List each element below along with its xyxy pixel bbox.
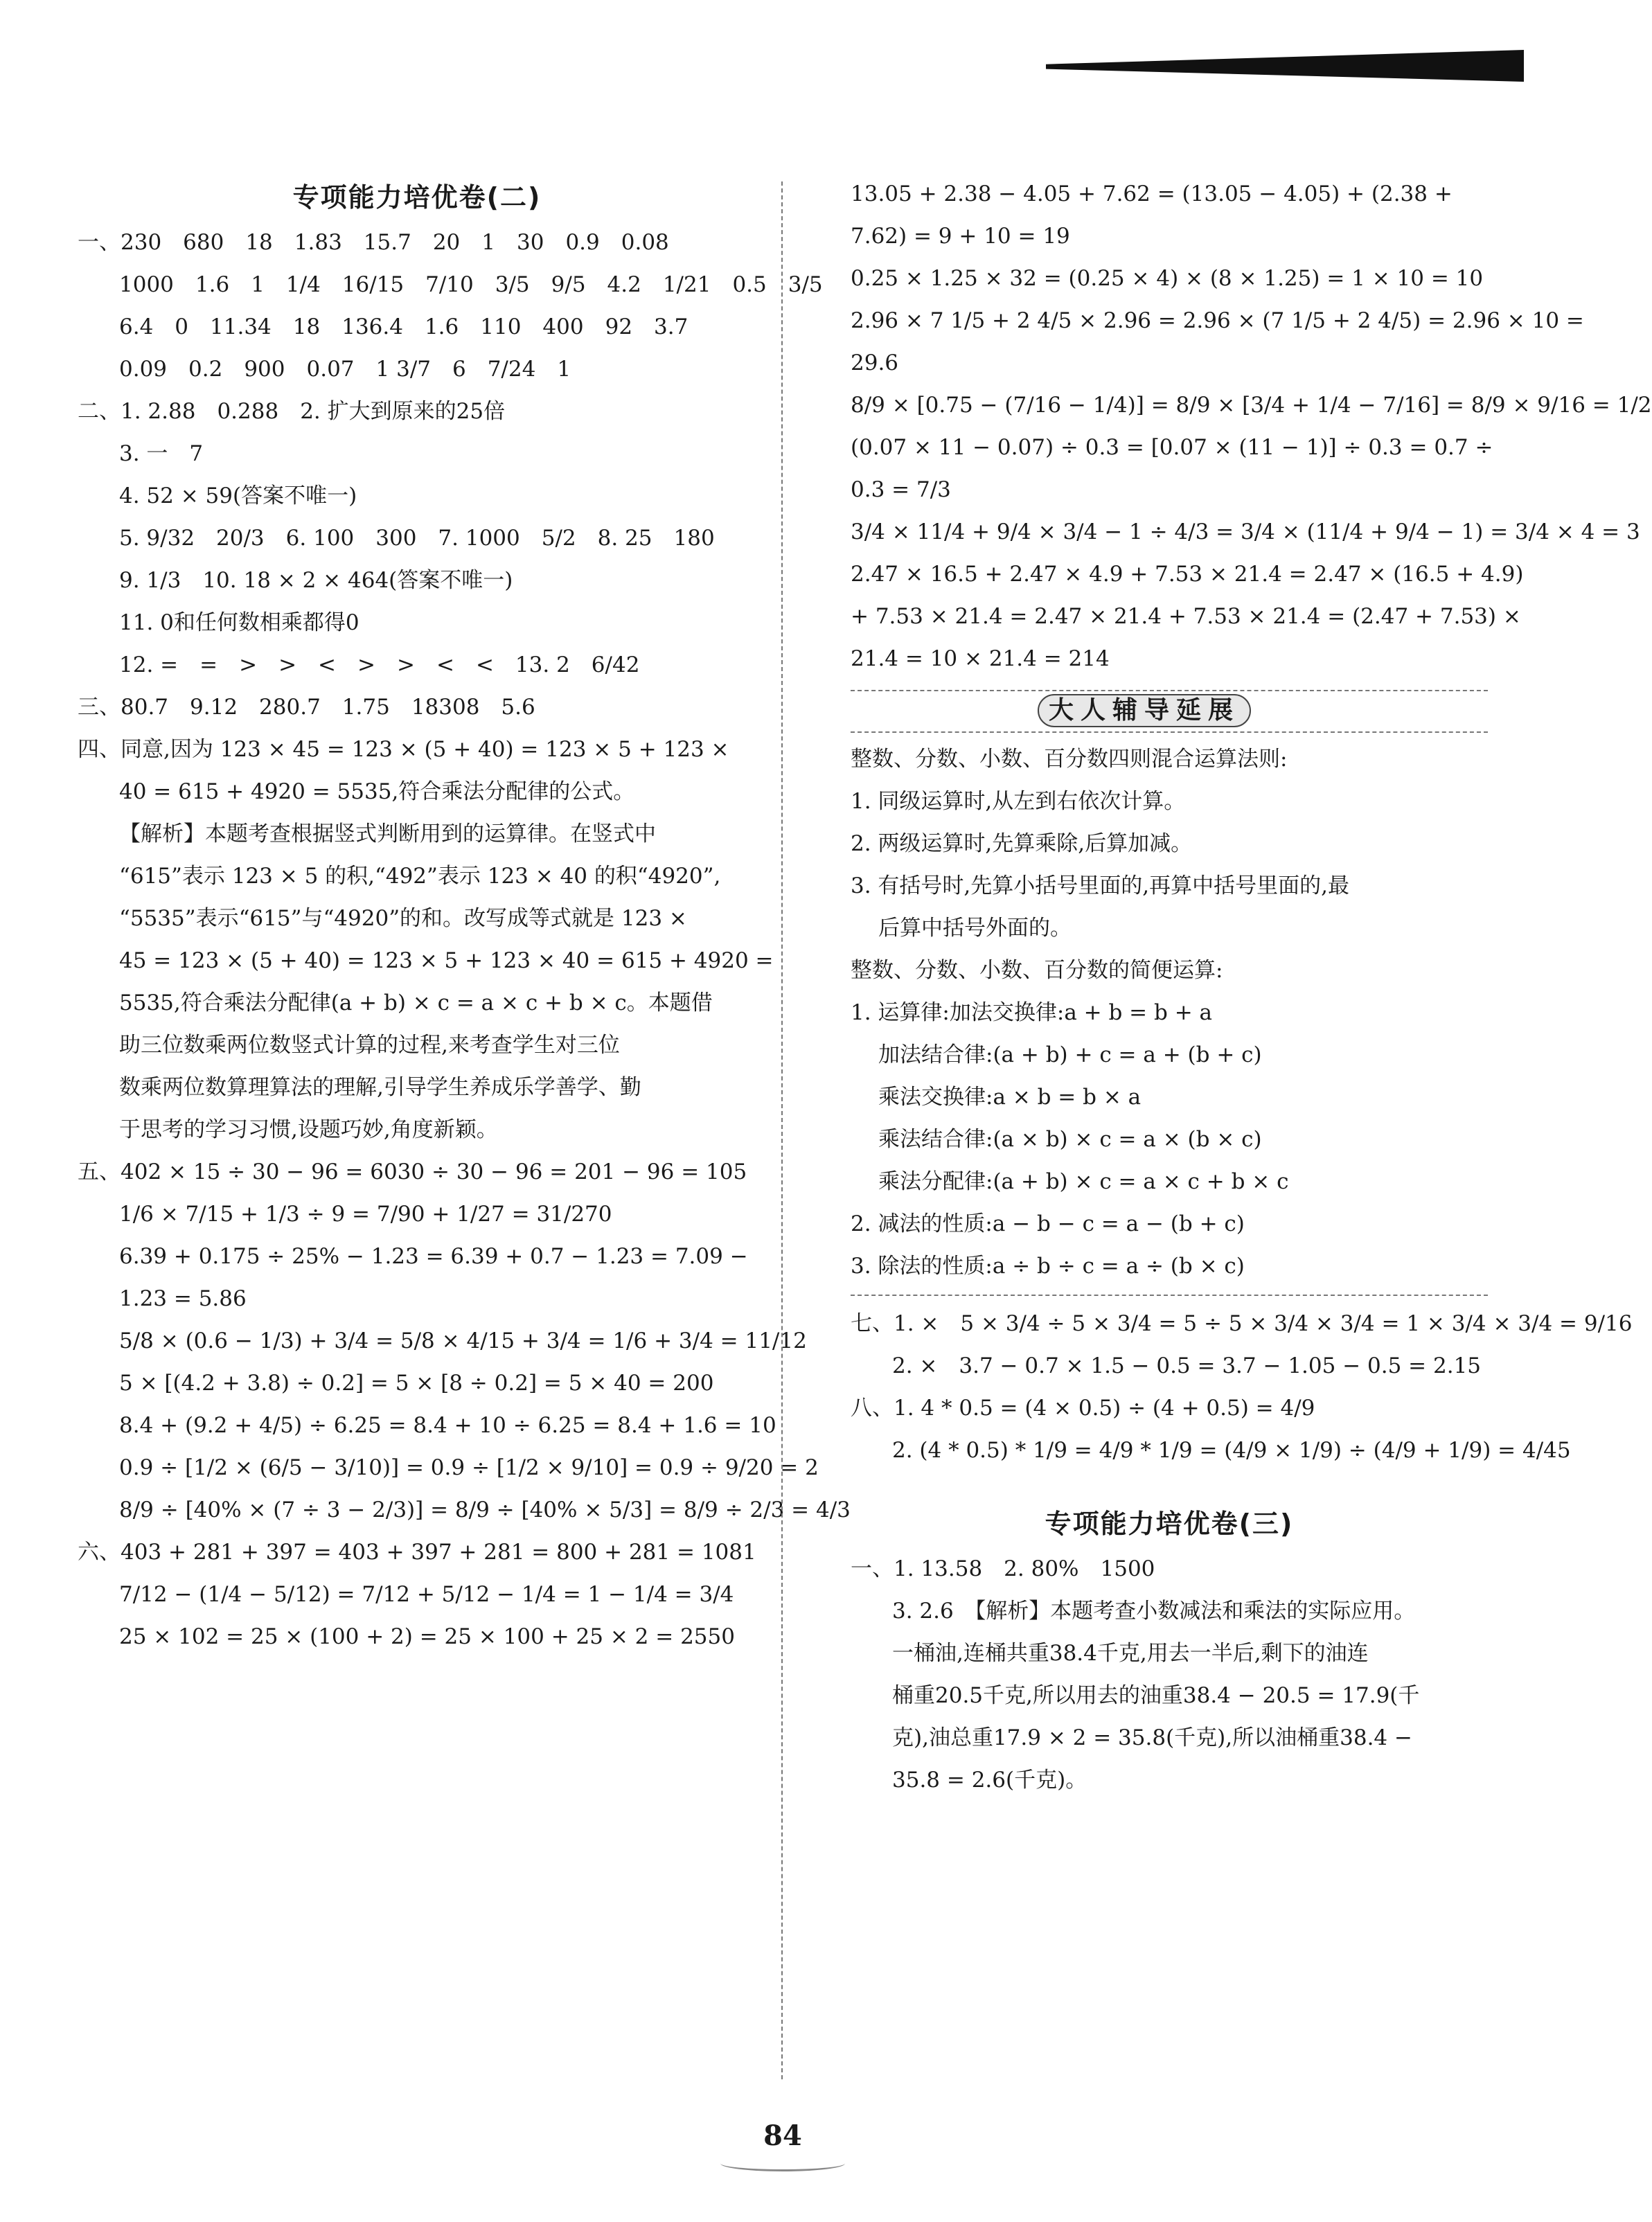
answer-line: 【解析】本题考查根据竖式判断用到的运算律。在竖式中	[119, 821, 656, 846]
section-title: 专项能力培优卷(二)	[292, 182, 542, 213]
right-column	[851, 173, 1652, 1802]
answer-line: 助三位数乘两位数竖式计算的过程,来考查学生对三位	[119, 1033, 620, 1058]
answer-line: 13.05 + 2.38 − 4.05 + 7.62 = (13.05 − 4.05) + (2.38 +	[851, 181, 1453, 206]
answer-line: 1. 运算律:加法交换律:a + b = b + a	[851, 1000, 1213, 1025]
answer-line: “5535”表示“615”与“4920”的和。改写成等式就是 123 ×	[119, 906, 687, 931]
right-answer-lines-mid	[851, 1303, 1633, 1472]
answer-line: 2.47 × 16.5 + 2.47 × 4.9 + 7.53 × 21.4 = 2.47 × (16.5 + 4.9)	[851, 562, 1524, 587]
answer-line: 29.6	[851, 350, 899, 375]
answer-line: 克),油总重17.9 × 2 = 35.8(千克),所以油桶重38.4 −	[892, 1725, 1412, 1750]
answer-line: 3. 2.6 【解析】本题考查小数减法和乘法的实际应用。	[892, 1599, 1416, 1624]
answer-line: 0.09 0.2 900 0.07 1 3/7 6 7/24 1	[119, 357, 571, 382]
answer-line: 7.62) = 9 + 10 = 19	[851, 224, 1070, 249]
answer-line: 0.3 = 7/3	[851, 477, 951, 502]
answer-line: 5535,符合乘法分配律(a + b) × c = a × c + b × c。本题借	[119, 990, 713, 1015]
answer-line: 一、1. 13.58 2. 80% 1500	[851, 1556, 1155, 1581]
right-answer-lines-top	[851, 173, 1652, 680]
answer-line: 11. 0和任何数相乘都得0	[119, 610, 359, 635]
page-number: 84	[763, 2119, 802, 2152]
answer-line: 2. 两级运算时,先算乘除,后算加减。	[851, 831, 1193, 856]
answer-line: 7/12 − (1/4 − 5/12) = 7/12 + 5/12 − 1/4 = 1 − 1/4 = 3/4	[119, 1582, 734, 1607]
answer-line: 后算中括号外面的。	[878, 916, 1072, 941]
answer-line: 12. = = > > < > > < < 13. 2 6/42	[119, 652, 640, 677]
answer-line: 5. 9/32 20/3 6. 100 300 7. 1000 5/2 8. 25 180	[119, 526, 715, 551]
answer-line: 2. (4 * 0.5) * 1/9 = 4/9 * 1/9 = (4/9 × 1/9) ÷ (4/9 + 1/9) = 4/45	[892, 1438, 1571, 1463]
answer-line: 25 × 102 = 25 × (100 + 2) = 25 × 100 + 25 × 2 = 2550	[119, 1624, 735, 1649]
answer-line: 45 = 123 × (5 + 40) = 123 × 5 + 123 × 40 = 615 + 4920 =	[119, 948, 774, 973]
answer-line: 8.4 + (9.2 + 4/5) ÷ 6.25 = 8.4 + 10 ÷ 6.25 = 8.4 + 1.6 = 10	[119, 1413, 776, 1438]
answer-line: 0.9 ÷ [1/2 × (6/5 − 3/10)] = 0.9 ÷ [1/2 × 9/10] = 0.9 ÷ 9/20 = 2	[119, 1455, 819, 1480]
answer-line: 乘法结合律:(a × b) × c = a × (b × c)	[878, 1127, 1262, 1152]
answer-line: + 7.53 × 21.4 = 2.47 × 21.4 + 7.53 × 21.4 = (2.47 + 7.53) ×	[851, 604, 1521, 629]
answer-line: 2. × 3.7 − 0.7 × 1.5 − 0.5 = 3.7 − 1.05 − 0.5 = 2.15	[892, 1353, 1482, 1378]
answer-line: 8/9 × [0.75 − (7/16 − 1/4)] = 8/9 × [3/4 + 1/4 − 7/16] = 8/9 × 9/16 = 1/2	[851, 393, 1652, 418]
answer-line: 0.25 × 1.25 × 32 = (0.25 × 4) × (8 × 1.25) = 1 × 10 = 10	[851, 266, 1484, 291]
answer-line: 七、1. × 5 × 3/4 ÷ 5 × 3/4 = 5 ÷ 5 × 3/4 × 3/4 = 1 × 3/4 × 3/4 = 9/16	[851, 1311, 1633, 1336]
answer-line: 2.96 × 7 1/5 + 2 4/5 × 2.96 = 2.96 × (7 1/5 + 2 4/5) = 2.96 × 10 =	[851, 308, 1584, 333]
rules-separator	[851, 1295, 1488, 1296]
answer-line: 五、402 × 15 ÷ 30 − 96 = 6030 ÷ 30 − 96 = 201 − 96 = 105	[78, 1159, 747, 1184]
answer-line: 3/4 × 11/4 + 9/4 × 3/4 − 1 ÷ 4/3 = 3/4 × (11/4 + 9/4 − 1) = 3/4 × 4 = 3	[851, 519, 1640, 544]
answer-line: 四、同意,因为 123 × 45 = 123 × (5 + 40) = 123 × 5 + 123 ×	[78, 737, 729, 762]
answer-line: 数乘两位数算理算法的理解,引导学生养成乐学善学、勤	[119, 1075, 641, 1100]
answer-line: 35.8 = 2.6(千克)。	[892, 1768, 1087, 1793]
answer-line: 3. 除法的性质:a ÷ b ÷ c = a ÷ (b × c)	[851, 1254, 1245, 1279]
answer-line: 八、1. 4 * 0.5 = (4 × 0.5) ÷ (4 + 0.5) = 4/9	[851, 1396, 1315, 1421]
parent-guidance-banner	[851, 690, 1488, 733]
answer-line: 一桶油,连桶共重38.4千克,用去一半后,剩下的油连	[892, 1641, 1369, 1666]
banner-title: 大人辅导延展	[1038, 694, 1251, 727]
answer-line: 乘法交换律:a × b = b × a	[878, 1085, 1142, 1110]
answer-line: 一、230 680 18 1.83 15.7 20 1 30 0.9 0.08	[78, 230, 669, 255]
answer-line: (0.07 × 11 − 0.07) ÷ 0.3 = [0.07 × (11 − 1)] ÷ 0.3 = 0.7 ÷	[851, 435, 1493, 460]
answer-line: 6.4 0 11.34 18 136.4 1.6 110 400 92 3.7	[119, 314, 689, 339]
answer-line: 三、80.7 9.12 280.7 1.75 18308 5.6	[78, 695, 535, 720]
answer-line: 六、403 + 281 + 397 = 403 + 397 + 281 = 800 + 281 = 1081	[78, 1540, 756, 1565]
answer-line: 乘法分配律:(a + b) × c = a × c + b × c	[878, 1169, 1289, 1194]
header-decoration-bar	[1046, 50, 1524, 82]
right-answer-lines-bottom	[851, 1548, 1488, 1802]
answer-line: 整数、分数、小数、百分数四则混合运算法则:	[851, 747, 1288, 772]
answer-line: 1. 同级运算时,从左到右依次计算。	[851, 789, 1186, 814]
answer-line: 40 = 615 + 4920 = 5535,符合乘法分配律的公式。	[119, 779, 635, 804]
answer-line: 桶重20.5千克,所以用去的油重38.4 − 20.5 = 17.9(千	[892, 1683, 1420, 1708]
answer-line: 1000 1.6 1 1/4 16/15 7/10 3/5 9/5 4.2 1/21 0.5 3/5	[119, 272, 823, 297]
answer-line: 9. 1/3 10. 18 × 2 × 464(答案不唯一)	[119, 568, 513, 593]
column-divider	[781, 181, 783, 2079]
answer-line: 5/8 × (0.6 − 1/3) + 3/4 = 5/8 × 4/15 + 3/4 = 1/6 + 3/4 = 11/12	[119, 1328, 807, 1353]
left-answer-lines	[78, 222, 851, 1658]
answer-line: 整数、分数、小数、百分数的简便运算:	[851, 958, 1223, 983]
answer-line: “615”表示 123 × 5 的积,“492”表示 123 × 40 的积“4920”,	[119, 864, 721, 889]
answer-line: 6.39 + 0.175 ÷ 25% − 1.23 = 6.39 + 0.7 − 1.23 = 7.09 −	[119, 1244, 748, 1269]
page-number-ornament	[720, 2156, 845, 2171]
answer-line: 二、1. 2.88 0.288 2. 扩大到原来的25倍	[78, 399, 506, 424]
left-column	[78, 173, 851, 1658]
answer-line: 1.23 = 5.86	[119, 1286, 247, 1311]
answer-line: 21.4 = 10 × 21.4 = 214	[851, 646, 1110, 671]
answer-line: 3. 有括号时,先算小括号里面的,再算中括号里面的,最	[851, 873, 1349, 898]
answer-line: 于思考的学习习惯,设题巧妙,角度新颖。	[119, 1117, 498, 1142]
answer-line: 4. 52 × 59(答案不唯一)	[119, 483, 357, 508]
answer-line: 8/9 ÷ [40% × (7 ÷ 3 − 2/3)] = 8/9 ÷ [40% × 5/3] = 8/9 ÷ 2/3 = 4/3	[119, 1497, 851, 1522]
section-title-2: 专项能力培优卷(三)	[1045, 1509, 1294, 1539]
answer-line: 1/6 × 7/15 + 1/3 ÷ 9 = 7/90 + 1/27 = 31/270	[119, 1202, 612, 1227]
operation-rules-list	[851, 738, 1488, 1288]
answer-line: 2. 减法的性质:a − b − c = a − (b + c)	[851, 1211, 1245, 1236]
answer-line: 加法结合律:(a + b) + c = a + (b + c)	[878, 1042, 1262, 1067]
answer-line: 5 × [(4.2 + 3.8) ÷ 0.2] = 5 × [8 ÷ 0.2] = 5 × 40 = 200	[119, 1371, 714, 1396]
answer-line: 3. 一 7	[119, 441, 204, 466]
